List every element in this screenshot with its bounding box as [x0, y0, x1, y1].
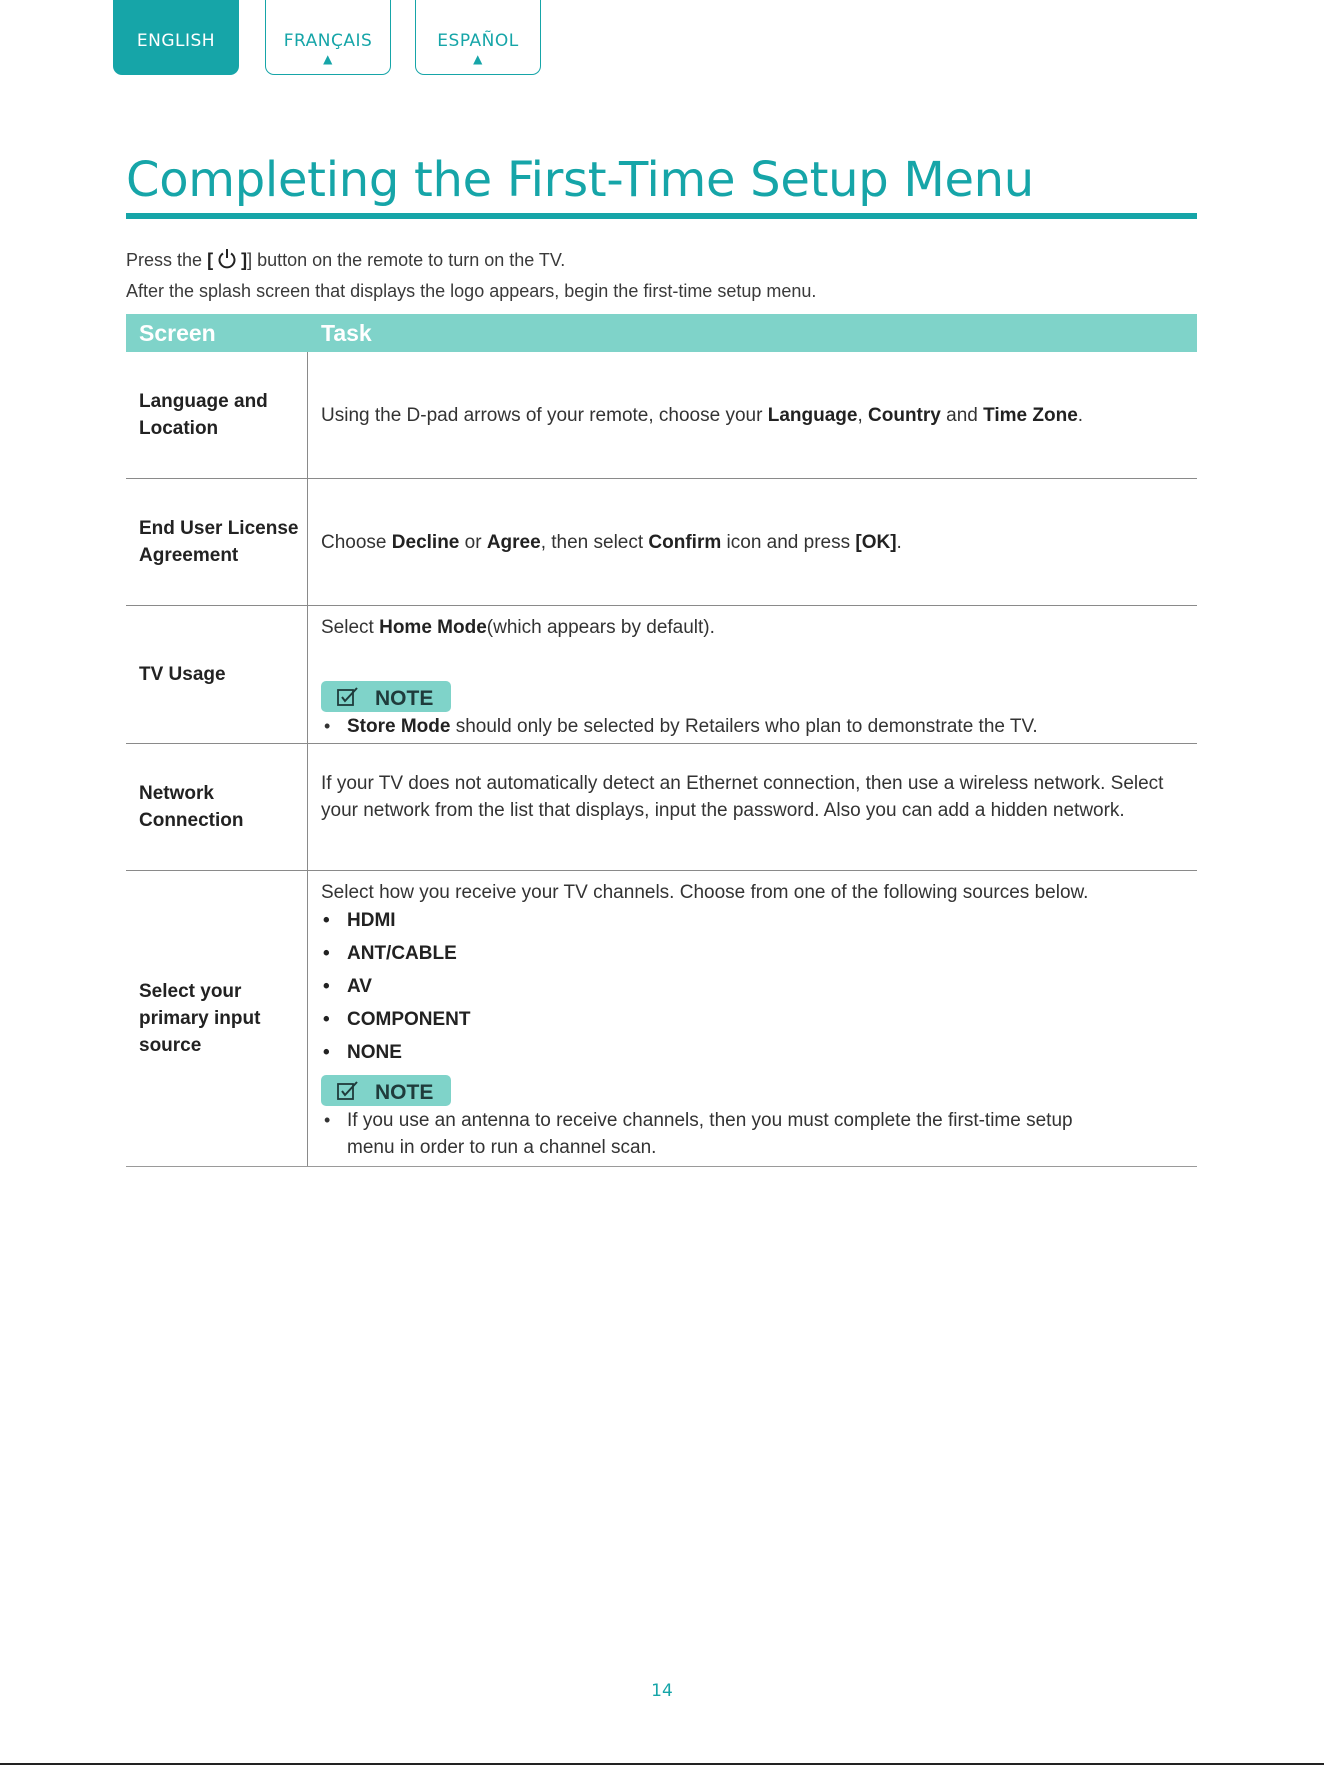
task-text-part: Choose [321, 531, 392, 553]
screen-label: Language and Location [139, 391, 268, 439]
table-row-language [126, 352, 1197, 479]
note-keyword-store-mode: Store Mode [347, 716, 451, 737]
task-keyword-country: Country [868, 404, 941, 426]
tab-espanol-label: ESPAÑOL [437, 31, 519, 51]
note-badge [321, 681, 451, 712]
setup-table [126, 314, 1197, 1167]
list-item: • NONE [321, 1039, 471, 1072]
task-text-part: . [896, 531, 902, 553]
task-keyword-confirm: Confirm [648, 531, 722, 553]
task-text-part: , then select [540, 531, 649, 553]
task-keyword-agree: Agree [486, 531, 541, 553]
task-cell [321, 479, 1197, 605]
task-keyword-home-mode: Home Mode [379, 617, 487, 638]
task-text-part: and [940, 404, 984, 426]
screen-cell [126, 744, 308, 870]
task-cell [321, 606, 1197, 743]
note-bullet [347, 713, 1038, 740]
tab-espanol[interactable] [415, 0, 541, 75]
screen-label: Network Connection [139, 783, 244, 831]
task-text-part: icon and press [721, 531, 856, 553]
intro-button-text: ] button on the remote to turn on the TV. [247, 250, 566, 270]
screen-label: TV Usage [139, 664, 226, 685]
task-text [321, 614, 715, 641]
screen-label: Select your primary input source [139, 981, 261, 1056]
table-row-tv-usage [126, 606, 1197, 744]
screen-cell [126, 352, 308, 478]
intro-press-text: Press the [126, 250, 203, 270]
list-item: • AV [321, 973, 471, 1006]
task-keyword-timezone: Time Zone [983, 404, 1078, 426]
triangle-up-icon: ▲ [473, 52, 483, 66]
list-item: • ANT/CABLE [321, 940, 471, 973]
tab-francais-label: FRANÇAIS [283, 31, 373, 51]
task-text-part: . [1077, 404, 1084, 426]
note-label: NOTE [375, 687, 434, 710]
table-header [126, 314, 1197, 352]
task-cell [321, 871, 1197, 1166]
task-text-part: (which appears by default). [486, 617, 715, 638]
page-number: 14 [651, 1681, 673, 1701]
task-text: If your TV does not automatically detect an Ethernet connection, then use a wireless network. Select your network from the list that displays, input the password. Also you can add a hidden network. [321, 773, 1164, 821]
note-bullet: • If you use an antenna to receive channels, then you must complete the first-time setup [347, 1107, 1073, 1134]
task-keyword-ok: [OK] [855, 531, 897, 553]
note-badge [321, 1075, 451, 1106]
task-keyword-language: Language [767, 404, 858, 426]
table-row-network [126, 744, 1197, 871]
task-text [321, 529, 902, 556]
task-cell [321, 744, 1197, 870]
table-row-eula [126, 479, 1197, 606]
intro-bracket-open: [ [207, 250, 214, 270]
triangle-up-icon: ▲ [323, 52, 333, 66]
power-icon [217, 248, 237, 274]
note-edit-icon [336, 686, 360, 715]
note-text: should only be selected by Retailers who plan to demonstrate the TV. [450, 716, 1038, 737]
task-cell [321, 352, 1197, 478]
header-task: Task [321, 320, 372, 346]
list-item: • COMPONENT [321, 1006, 471, 1039]
task-text-part: Using the D-pad arrows of your remote, choose your [321, 404, 768, 426]
intro-line-2: After the splash screen that displays the logo appears, begin the first-time setup menu. [126, 281, 817, 301]
list-item: • HDMI [321, 907, 471, 940]
tab-english-label: ENGLISH [136, 31, 216, 51]
title-underline [126, 213, 1197, 219]
tab-francais[interactable] [265, 0, 391, 75]
tab-english[interactable] [113, 0, 239, 75]
task-text-part: , [857, 404, 869, 426]
header-screen: Screen [139, 320, 216, 346]
intro-line-1 [126, 248, 565, 274]
screen-cell [126, 479, 308, 605]
note-text-continued: menu in order to run a channel scan. [347, 1137, 657, 1158]
screen-cell [126, 871, 308, 1166]
note-label: NOTE [375, 1081, 434, 1104]
note-edit-icon [336, 1080, 360, 1109]
source-list [321, 907, 471, 1072]
task-text: Select how you receive your TV channels. Choose from one of the following sources below. [321, 882, 1089, 903]
intro-bracket-close: ] [241, 250, 248, 270]
task-keyword-decline: Decline [391, 531, 460, 553]
screen-label: End User License Agreement [139, 518, 299, 566]
page-title: Completing the First-Time Setup Menu [126, 152, 1034, 208]
screen-cell [126, 606, 308, 743]
table-row-input-source [126, 871, 1197, 1167]
task-text-part: or [459, 531, 487, 553]
task-text-part: Select [321, 617, 380, 638]
task-text [321, 402, 1083, 429]
